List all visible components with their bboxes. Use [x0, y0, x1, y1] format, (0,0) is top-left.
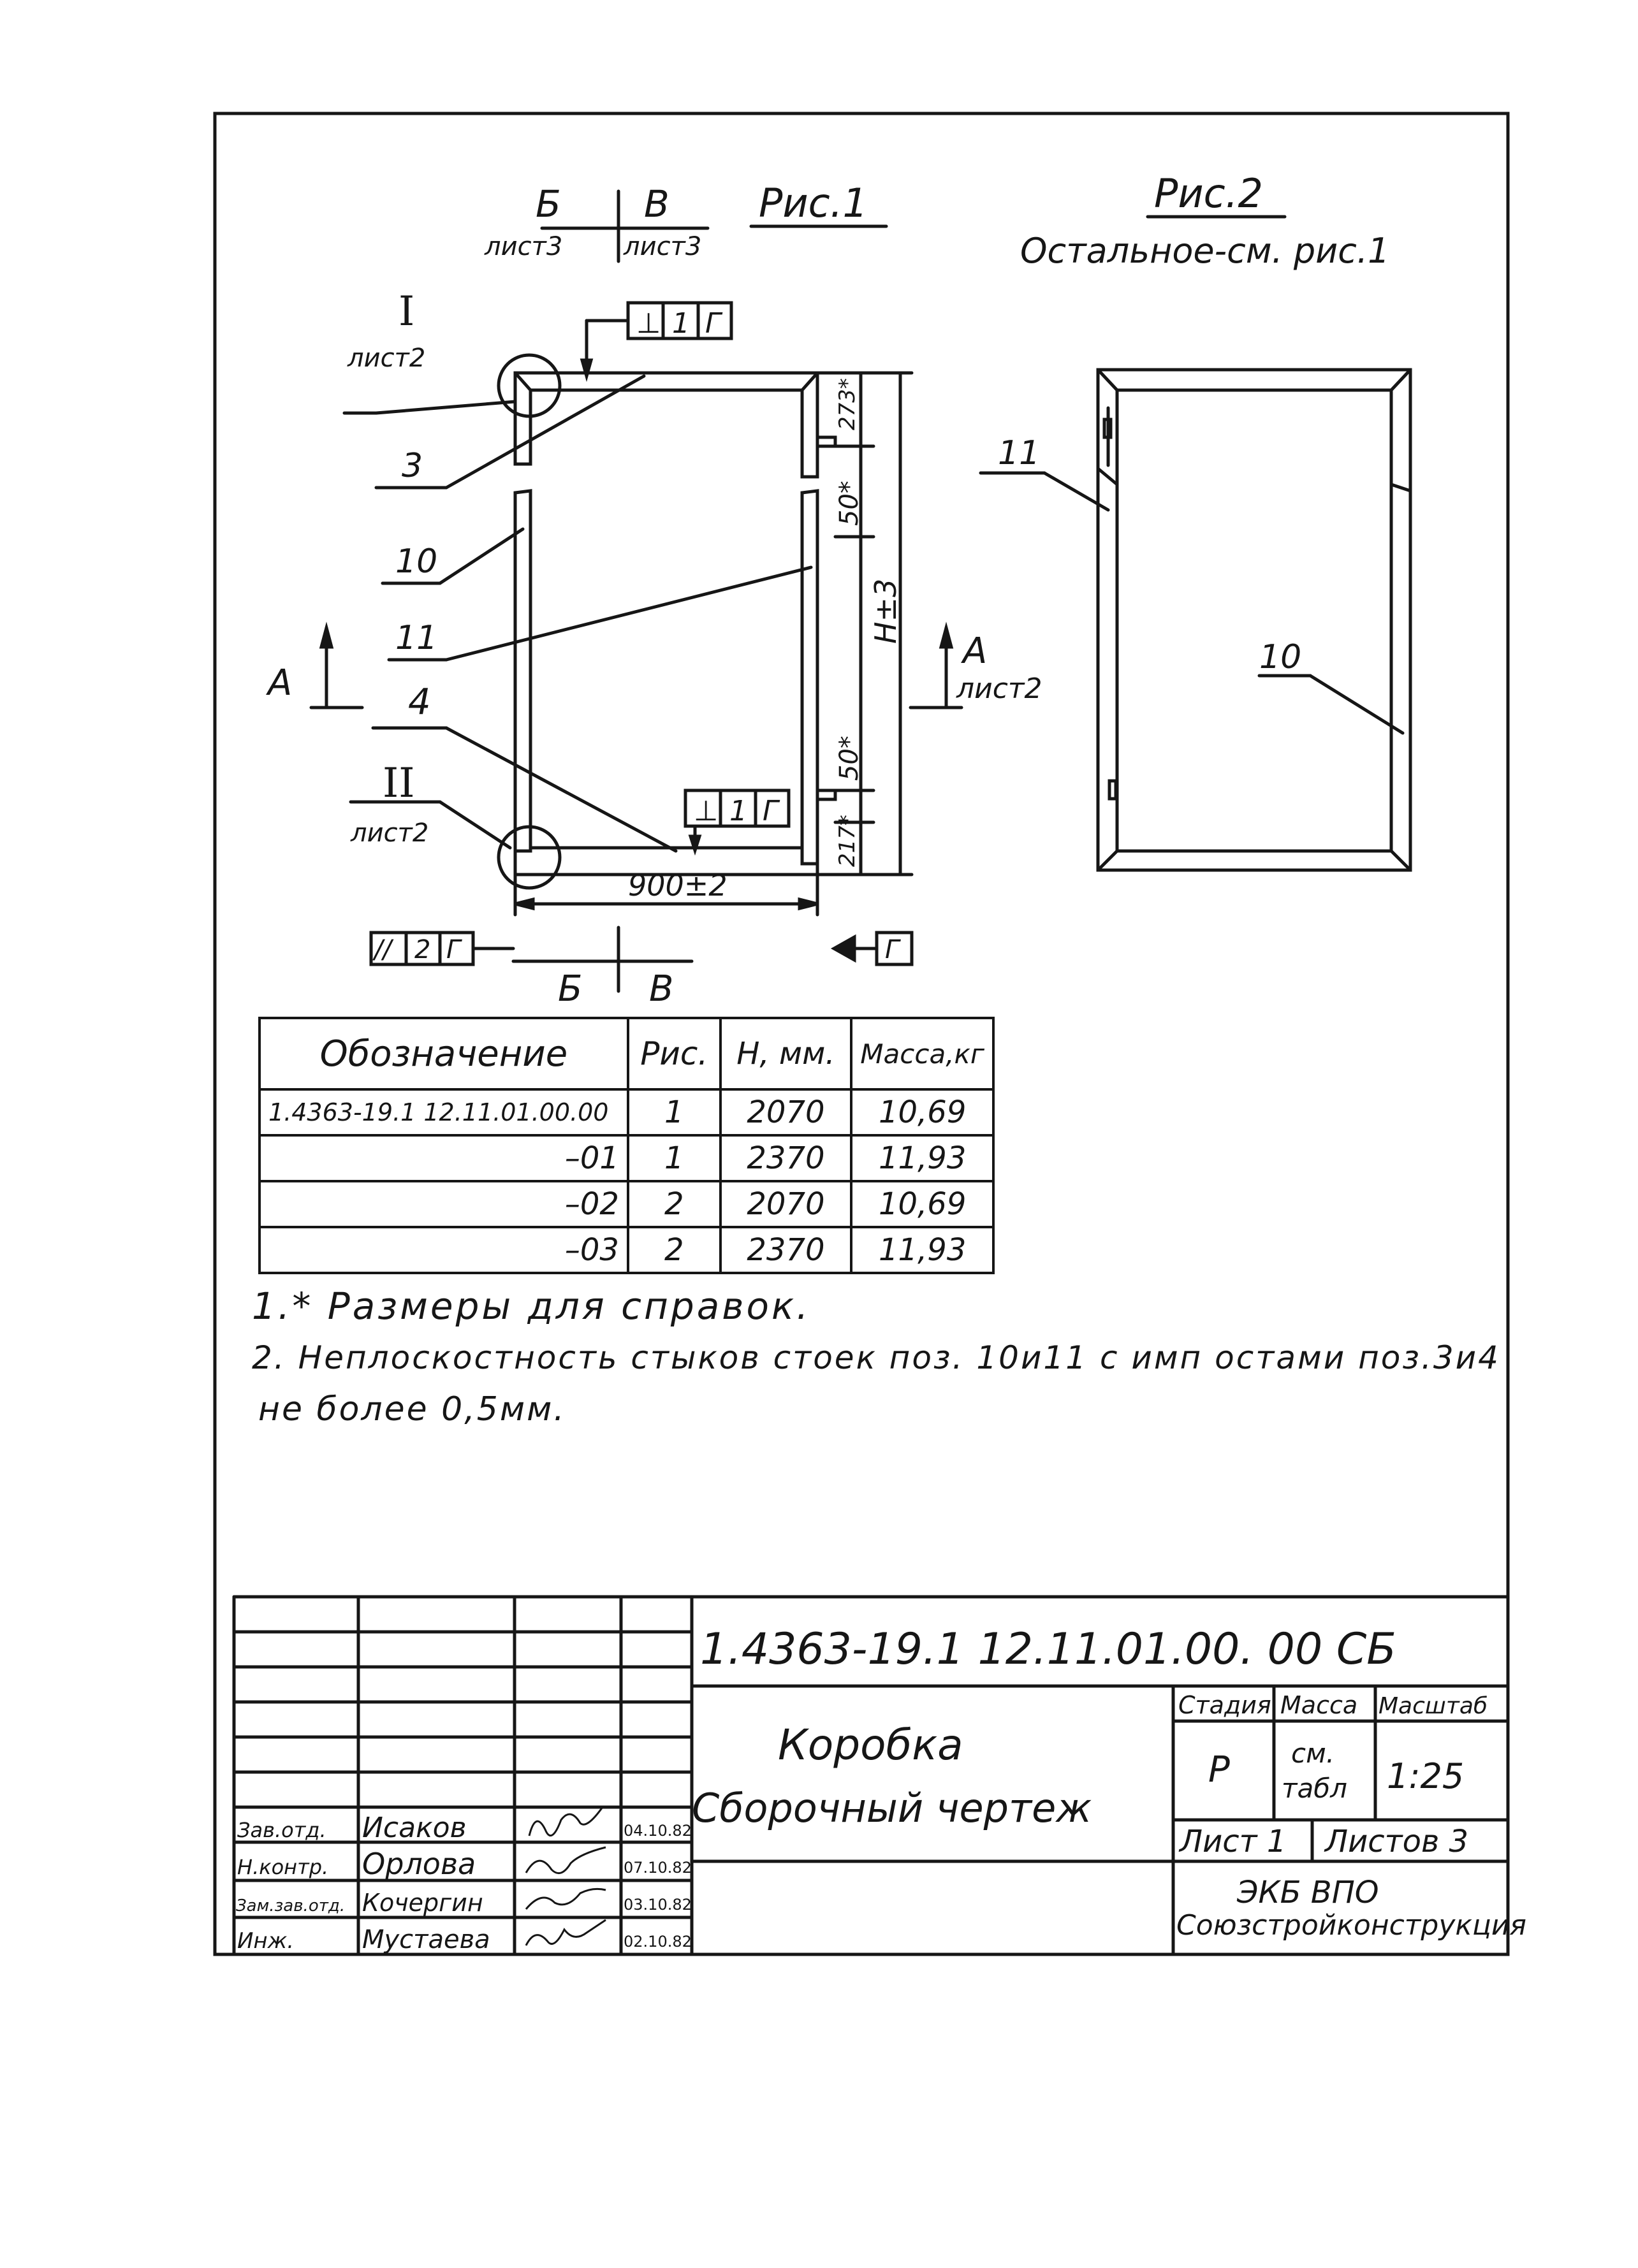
callout-I-sheet: лист2	[347, 344, 426, 373]
tol-top-value: 1	[672, 307, 690, 340]
tol-bottom-datum: Г	[763, 795, 779, 827]
fig2-position-11-label: 11	[998, 434, 1041, 472]
signature-role-4: Инж.	[237, 1928, 295, 1954]
note-1: 1.* Размеры для справок.	[252, 1284, 811, 1328]
signature-date-1: 04.10.82	[624, 1822, 692, 1840]
dim-width: 900±2	[628, 868, 728, 903]
mass-value-2: табл	[1282, 1773, 1347, 1804]
dim-50-top: 50*	[835, 481, 864, 526]
organization-line-1: ЭКБ ВПО	[1237, 1875, 1379, 1910]
product-name: Коробка	[778, 1720, 963, 1770]
note-2: 2. Неплоскостность стыков стоек поз. 10и11 с имп остами поз.3и4	[252, 1339, 1500, 1376]
signature-name-3: Кочергин	[362, 1889, 483, 1917]
callout-I-label: I	[399, 288, 415, 335]
table-cell-mass: 10,69	[851, 1181, 993, 1227]
table-header-height: H, мм.	[720, 1018, 852, 1089]
tol-top-datum: Г	[705, 307, 721, 340]
sheets-total: Листов 3	[1325, 1824, 1469, 1859]
section-mark-v-top: В	[644, 182, 669, 226]
dim-h: H±3	[868, 578, 903, 644]
fig1-frame-drawing	[499, 355, 835, 888]
table-cell-figure: 1	[628, 1135, 720, 1181]
view-a-right-sheet: лист2	[956, 672, 1042, 705]
callout-II-sheet: лист2	[351, 818, 429, 848]
section-mark-b-bottom: Б	[558, 968, 583, 1010]
datum-label: Г	[885, 935, 900, 964]
signature-name-4: Мустаева	[362, 1925, 490, 1954]
tol-left-datum: Г	[446, 935, 461, 964]
tol-top-symbol: ⊥	[636, 307, 661, 340]
signature-role-2: Н.контр.	[237, 1855, 329, 1879]
table-cell-figure: 2	[628, 1227, 720, 1273]
table-row	[260, 1135, 993, 1181]
mass-label: Масса	[1280, 1691, 1358, 1719]
table-cell-figure: 2	[628, 1181, 720, 1227]
tol-left-symbol: //	[374, 935, 391, 964]
table-cell-mass: 11,93	[851, 1135, 993, 1181]
dim-273: 273*	[835, 378, 860, 430]
stage-value: Р	[1208, 1749, 1230, 1791]
signature-name-1: Исаков	[362, 1812, 467, 1844]
tol-bottom-symbol: ⊥	[694, 795, 719, 827]
fig2-position-10-label: 10	[1259, 638, 1302, 676]
fig2-frame-drawing	[1098, 370, 1410, 870]
table-cell-height: 2370	[720, 1135, 852, 1181]
section-mark-b-top: Б	[536, 182, 561, 226]
table-header-mass: Масса,кг	[851, 1018, 993, 1089]
signature-role-3: Зам.зав.отд.	[236, 1896, 346, 1915]
table-cell-mass: 10,69	[851, 1089, 993, 1135]
table-cell-designation: –03	[260, 1227, 628, 1273]
signature-scribbles	[526, 1807, 606, 1945]
section-mark-v-bottom: В	[649, 968, 674, 1010]
signature-name-2: Орлова	[362, 1847, 476, 1881]
scale-label: Масштаб	[1378, 1693, 1488, 1719]
fig1-title: Рис.1	[759, 180, 868, 226]
table-cell-figure: 1	[628, 1089, 720, 1135]
table-cell-designation: 1.4363-19.1 12.11.01.00.00	[260, 1089, 628, 1135]
table-cell-height: 2070	[720, 1181, 852, 1227]
position-4-label: 4	[408, 681, 431, 723]
scale-value: 1:25	[1387, 1756, 1465, 1796]
specification-table	[258, 1017, 995, 1274]
signature-date-3: 03.10.82	[624, 1896, 692, 1914]
signature-date-4: 02.10.82	[624, 1933, 692, 1951]
callout-II-label: II	[383, 760, 415, 807]
section-sheet-right: лист3	[624, 232, 702, 261]
table-cell-height: 2070	[720, 1089, 852, 1135]
tol-bottom-value: 1	[729, 795, 747, 827]
position-11-label: 11	[395, 619, 438, 657]
dim-50-bottom: 50*	[835, 736, 864, 781]
stage-label: Стадия	[1178, 1691, 1271, 1719]
mass-value-1: см.	[1291, 1738, 1335, 1769]
organization-line-2: Союзстройконструкция	[1176, 1909, 1526, 1942]
position-3-label: 3	[402, 447, 423, 485]
note-2-continued: не более 0,5мм.	[258, 1390, 566, 1428]
table-row	[260, 1227, 993, 1273]
table-header-designation: Обозначение	[260, 1018, 628, 1089]
tol-left-value: 2	[414, 935, 431, 964]
sheet-number: Лист 1	[1180, 1824, 1287, 1859]
table-row	[260, 1089, 993, 1135]
document-designation: 1.4363-19.1 12.11.01.00. 00 СБ	[700, 1624, 1396, 1675]
table-cell-designation: –02	[260, 1181, 628, 1227]
fig2-title: Рис.2	[1154, 170, 1263, 217]
fig2-subtitle: Остальное-см. рис.1	[1020, 231, 1390, 271]
table-cell-mass: 11,93	[851, 1227, 993, 1273]
section-sheet-left: лист3	[485, 232, 563, 261]
table-row	[260, 1181, 993, 1227]
table-header-figure: Рис.	[628, 1018, 720, 1089]
signature-date-2: 07.10.82	[624, 1859, 692, 1877]
view-a-left-label: А	[268, 662, 293, 704]
table-cell-designation: –01	[260, 1135, 628, 1181]
dim-217: 217*	[835, 815, 860, 867]
table-cell-height: 2370	[720, 1227, 852, 1273]
signature-role-1: Зав.отд.	[237, 1818, 326, 1842]
position-10-label: 10	[395, 542, 438, 581]
drawing-type: Сборочный чертеж	[692, 1785, 1092, 1831]
view-a-right-label: А	[963, 630, 988, 672]
